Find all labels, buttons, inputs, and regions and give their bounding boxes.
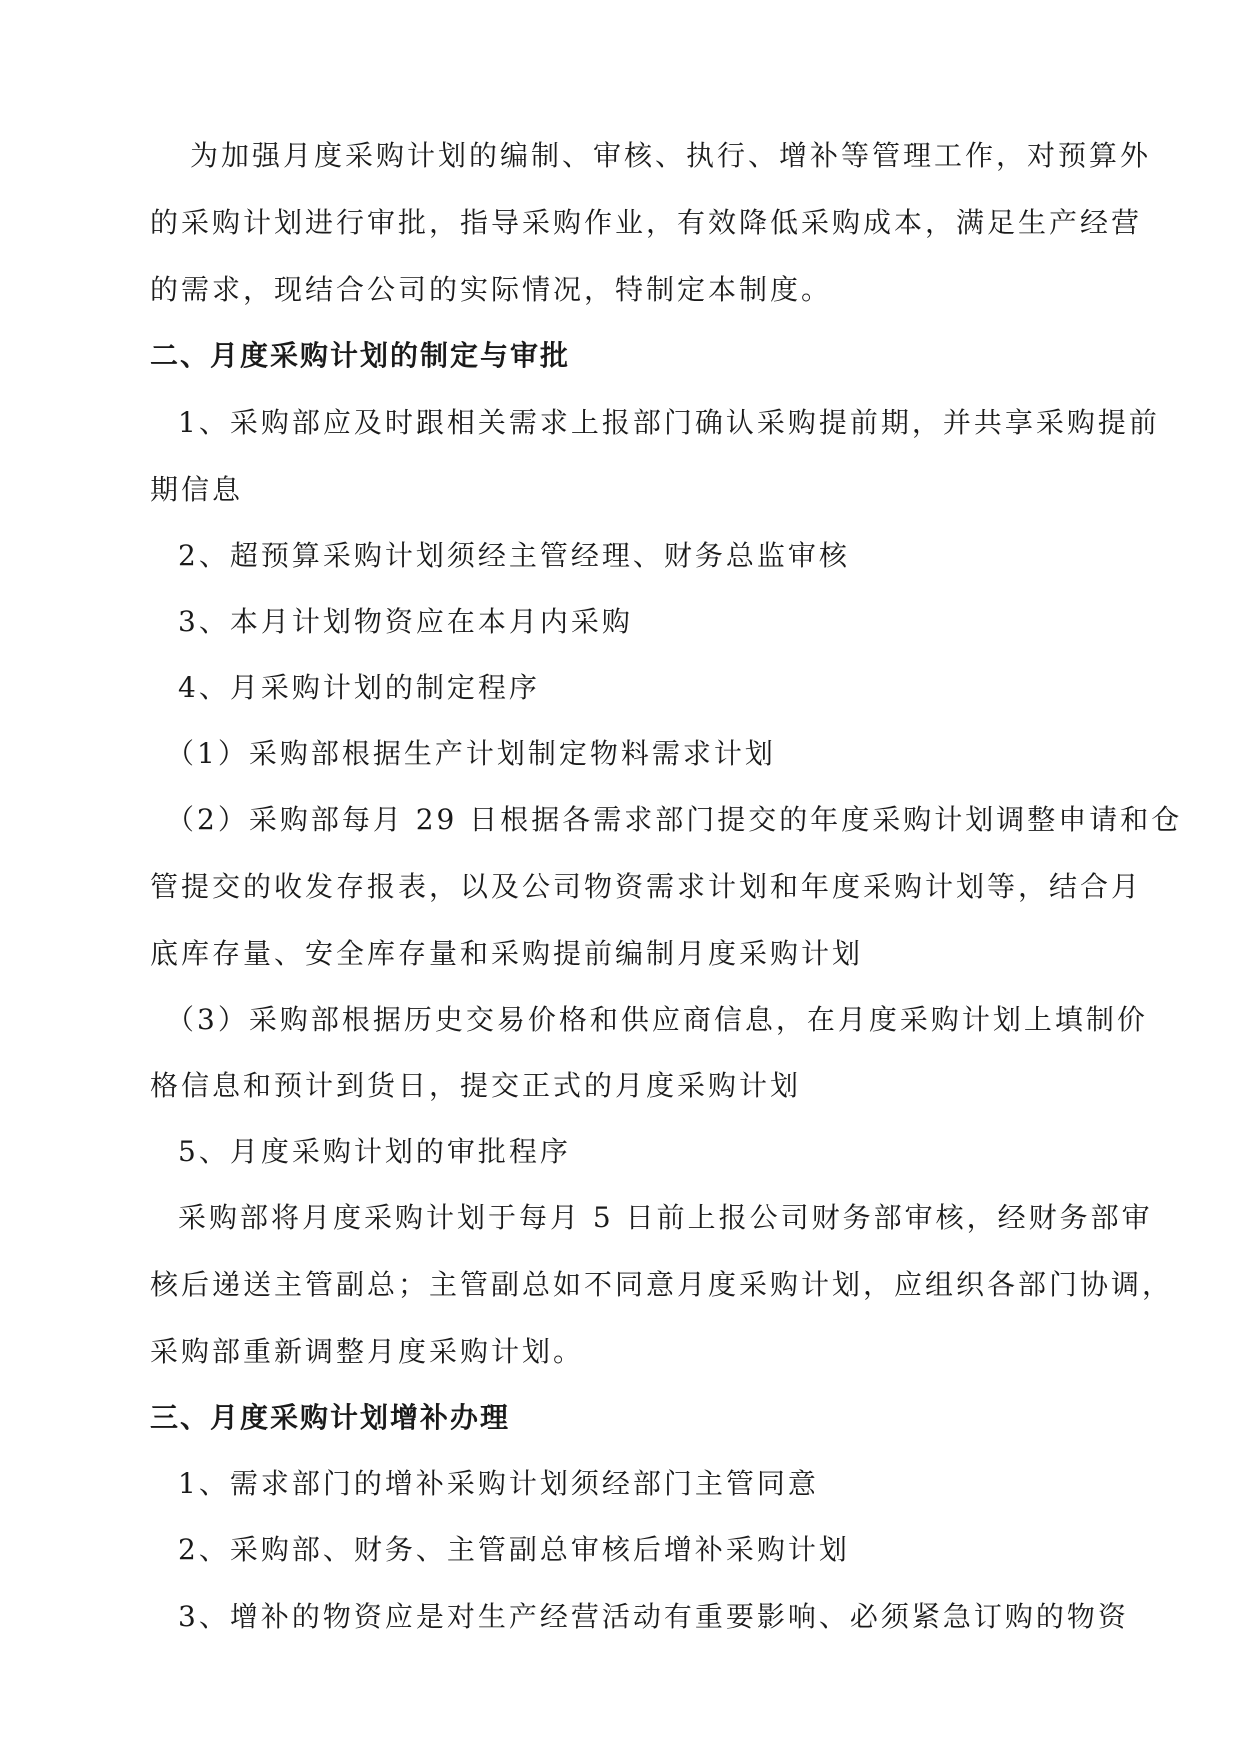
intro-paragraph-line-1: 为加强月度采购计划的编制、审核、执行、增补等管理工作，对预算外 (190, 139, 1152, 172)
item-1-line-1: 1、采购部应及时跟相关需求上报部门确认采购提前期，并共享采购提前 (178, 406, 1160, 439)
subitem-3-line-2: 格信息和预计到货日，提交正式的月度采购计划 (150, 1069, 802, 1102)
subitem-3-line-1: （3）采购部根据历史交易价格和供应商信息，在月度采购计划上填制价 (166, 1003, 1148, 1036)
item-2: 2、超预算采购计划须经主管经理、财务总监审核 (178, 539, 850, 572)
approval-paragraph-line-1: 采购部将月度采购计划于每月 5 日前上报公司财务部审核，经财务部审 (178, 1201, 1153, 1234)
approval-paragraph-line-3: 采购部重新调整月度采购计划。 (150, 1335, 585, 1368)
addendum-item-3: 3、增补的物资应是对生产经营活动有重要影响、必须紧急订购的物资 (178, 1600, 1129, 1633)
approval-paragraph-line-2: 核后递送主管副总；主管副总如不同意月度采购计划，应组织各部门协调， (150, 1268, 1174, 1301)
subitem-2-line-1: （2）采购部每月 29 日根据各需求部门提交的年度采购计划调整申请和仓 (166, 803, 1183, 836)
subitem-2-line-3: 底库存量、安全库存量和采购提前编制月度采购计划 (150, 937, 864, 970)
intro-paragraph-line-3: 的需求，现结合公司的实际情况，特制定本制度。 (150, 273, 833, 306)
item-5: 5、月度采购计划的审批程序 (178, 1135, 571, 1168)
item-3: 3、本月计划物资应在本月内采购 (178, 605, 633, 638)
section-heading-2: 二、月度采购计划的制定与审批 (150, 339, 571, 372)
section-heading-3: 三、月度采购计划增补办理 (150, 1401, 511, 1434)
addendum-item-2: 2、采购部、财务、主管副总审核后增补采购计划 (178, 1533, 850, 1566)
subitem-2-line-2: 管提交的收发存报表，以及公司物资需求计划和年度采购计划等，结合月 (150, 870, 1143, 903)
addendum-item-1: 1、需求部门的增补采购计划须经部门主管同意 (178, 1467, 819, 1500)
subitem-1: （1）采购部根据生产计划制定物料需求计划 (166, 737, 776, 770)
item-1-line-2: 期信息 (150, 473, 244, 506)
item-4: 4、月采购计划的制定程序 (178, 671, 540, 704)
intro-paragraph-line-2: 的采购计划进行审批，指导采购作业，有效降低采购成本，满足生产经营 (150, 206, 1143, 239)
